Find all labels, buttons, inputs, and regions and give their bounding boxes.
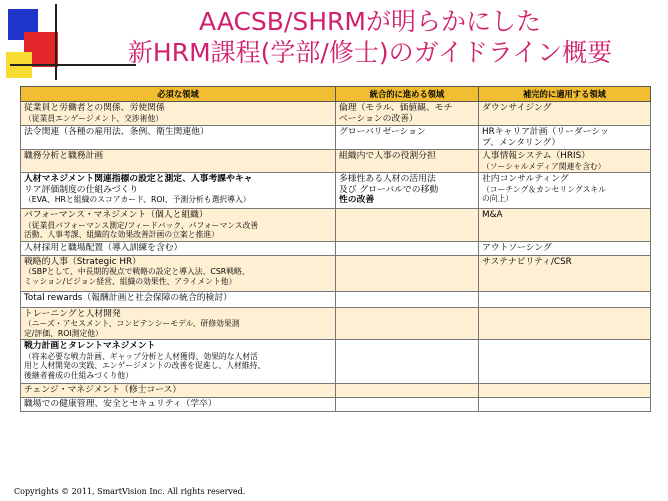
table-cell bbox=[479, 398, 651, 412]
table-cell bbox=[336, 307, 479, 340]
cell-line: 戦力計画とタレントマネジメント bbox=[24, 341, 156, 351]
cell-line: 及び グローバルでの移動 bbox=[339, 184, 439, 195]
table-cell bbox=[21, 384, 336, 398]
cell-line: チェンジ・マネジメント（修士コース） bbox=[24, 385, 182, 395]
table-cell bbox=[336, 102, 479, 126]
cell-line: （ニーズ・アセスメント、コンピテンシーモデル、研修効果測 bbox=[24, 319, 240, 328]
table-cell bbox=[21, 102, 336, 126]
table-cell bbox=[336, 384, 479, 398]
slide-title bbox=[100, 6, 640, 68]
cell-line: 倫理（モラル、価値観、モチ bbox=[339, 103, 453, 113]
table-row bbox=[21, 398, 651, 412]
table-cell bbox=[21, 398, 336, 412]
cell-line: M&A bbox=[482, 210, 503, 220]
cell-line: サステナビリティ/CSR bbox=[482, 256, 572, 267]
table-cell bbox=[479, 307, 651, 340]
table-cell bbox=[479, 150, 651, 173]
cell-line: Total rewards（報酬計画と社会保障の統合的検討） bbox=[24, 292, 232, 303]
table-row bbox=[21, 255, 651, 291]
table-cell bbox=[21, 241, 336, 255]
table-cell bbox=[336, 150, 479, 173]
table-cell bbox=[336, 255, 479, 291]
table-cell bbox=[479, 255, 651, 291]
cell-line: 活動、人事考課、組織的な効果改善計画の立案と推進） bbox=[24, 230, 219, 239]
table-cell bbox=[479, 384, 651, 398]
cell-line: 社内コンサルティング bbox=[482, 174, 569, 184]
cell-line: グローバリゼーション bbox=[339, 127, 426, 137]
cell-line: ミッション/ビジョン経営、組織の効果性、アライメント他） bbox=[24, 276, 237, 286]
cell-line: 戦略的人事（Strategic HR） bbox=[24, 256, 141, 267]
cell-line: 多様性ある人材の活用法 bbox=[339, 174, 436, 184]
table-cell bbox=[479, 102, 651, 126]
table-cell bbox=[21, 173, 336, 209]
cell-line: 組織内で人事の役割分担 bbox=[339, 151, 436, 161]
table-cell bbox=[479, 340, 651, 384]
table-cell bbox=[336, 340, 479, 384]
table-cell bbox=[336, 173, 479, 209]
table-cell bbox=[21, 126, 336, 150]
table-cell bbox=[336, 291, 479, 307]
cell-line: 用と人材開発の実践、エンゲージメントの改善を促進し、人材維持、 bbox=[24, 361, 266, 370]
table-cell bbox=[21, 340, 336, 384]
cell-line: 法令関連（各種の雇用法、条例、衛生関連他） bbox=[24, 127, 209, 137]
table-cell bbox=[336, 241, 479, 255]
cell-line: （従業員パフォーマンス測定/フィードバック、パフォーマンス改善 bbox=[24, 220, 259, 230]
cell-line: プ、メンタリング） bbox=[482, 137, 561, 148]
cell-line: 職務分析と職務計画 bbox=[24, 151, 104, 161]
cell-line: 職場での健康管理、安全とセキュリティ（学卒） bbox=[24, 399, 217, 409]
cell-line: 性の改善 bbox=[339, 195, 375, 205]
table-cell bbox=[21, 150, 336, 173]
cell-line: 後継者養成の仕組みづくり他） bbox=[24, 370, 133, 380]
table-row bbox=[21, 307, 651, 340]
cell-line: HRキャリア計画（リーダーシッ bbox=[482, 127, 609, 137]
header-supplementary: 補完的に適用する領域 bbox=[479, 87, 651, 102]
cell-line: （EVA、HRと組織のスコアカード、ROI、予測分析も選択導入） bbox=[24, 195, 251, 204]
table-row bbox=[21, 384, 651, 398]
header-integrated: 統合的に進める領域 bbox=[336, 87, 479, 102]
table-cell bbox=[21, 255, 336, 291]
table-header-row bbox=[21, 87, 651, 102]
cell-line: 人事情報システム（HRIS） bbox=[482, 151, 590, 161]
cell-line: 人材マネジメント関連指標の設定と測定、人事考課やキャ bbox=[24, 174, 253, 184]
decor-vertical-line bbox=[55, 4, 57, 80]
cell-line: （SBPとして、中長期的視点で戦略の設定と導入法、CSR戦略、 bbox=[24, 267, 250, 276]
cell-line: 従業員と労働者との関係、労使関係 bbox=[24, 103, 165, 113]
cell-line: （ソーシャルメディア関連を含む） bbox=[482, 161, 606, 171]
table-row bbox=[21, 291, 651, 307]
cell-line: 定/評価、ROI測定他） bbox=[24, 328, 103, 338]
table-cell bbox=[21, 307, 336, 340]
table-cell bbox=[21, 209, 336, 242]
table-row bbox=[21, 126, 651, 150]
table-cell bbox=[479, 126, 651, 150]
slide-title-line2: 新HRM課程(学部/修士)のガイドライン概要 bbox=[127, 38, 613, 67]
table-row bbox=[21, 209, 651, 242]
cell-line: ベーションの改善） bbox=[339, 113, 418, 124]
cell-line: パフォーマンス・マネジメント（個人と組織） bbox=[24, 210, 208, 220]
table-row bbox=[21, 150, 651, 173]
table-row bbox=[21, 241, 651, 255]
cell-line: （従業員エンゲージメント、交渉術他） bbox=[24, 113, 164, 123]
cell-line: （将来必要な戦力計画、ギャップ分析と人材獲得、効果的な人材活 bbox=[24, 351, 258, 361]
table-body bbox=[21, 102, 651, 412]
table-cell bbox=[336, 398, 479, 412]
slide-title-line1: AACSB/SHRMが明らかにした bbox=[199, 7, 541, 36]
copyright-notice: Copyrights © 2011, SmartVision Inc. All rights reserved. bbox=[14, 487, 246, 496]
table-cell bbox=[479, 291, 651, 307]
table-cell bbox=[336, 209, 479, 242]
header-required: 必須な領域 bbox=[21, 87, 336, 102]
table-row bbox=[21, 173, 651, 209]
table-cell bbox=[336, 126, 479, 150]
cell-line: トレーニングと人材開発 bbox=[24, 308, 121, 319]
cell-line: リア評価制度の仕組みづくり bbox=[24, 184, 139, 195]
cell-line: アウトソーシング bbox=[482, 242, 552, 253]
table-row bbox=[21, 340, 651, 384]
table-row bbox=[21, 102, 651, 126]
table-cell bbox=[479, 209, 651, 242]
cell-line: 人材採用と職場配置（導入訓練を含む） bbox=[24, 242, 183, 253]
table-cell bbox=[479, 241, 651, 255]
cell-line: （コーチング＆カンセリングスキル bbox=[482, 184, 606, 194]
table-cell bbox=[21, 291, 336, 307]
guideline-table bbox=[20, 86, 651, 412]
table-cell bbox=[479, 173, 651, 209]
cell-line: の向上） bbox=[482, 194, 514, 203]
cell-line: ダウンサイジング bbox=[482, 103, 552, 113]
